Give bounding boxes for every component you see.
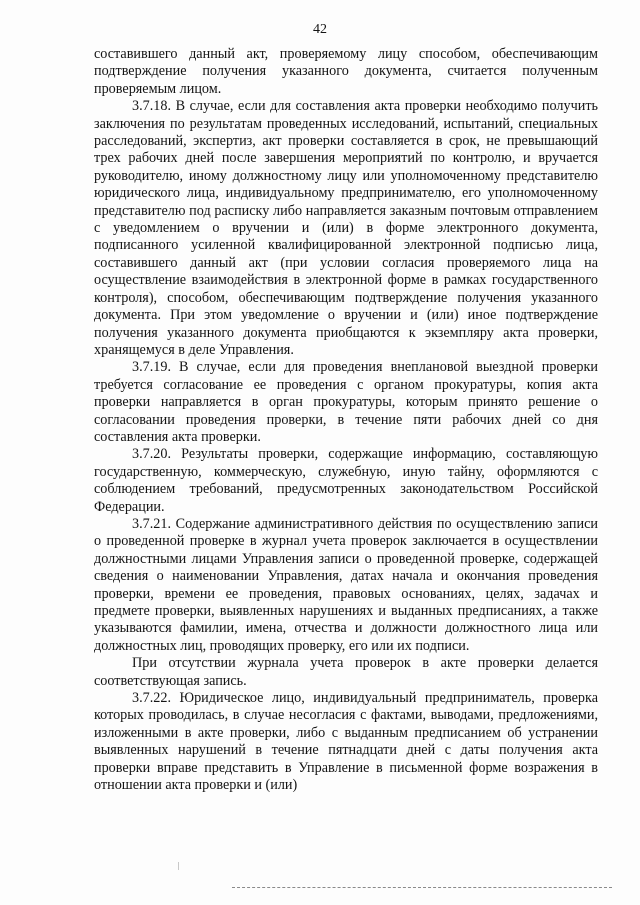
page-number: 42	[313, 22, 327, 37]
paragraph-no-journal: При отсутствии журнала учета проверок в акте проверки делается соответствующая запись.	[94, 655, 598, 689]
footer-dashed-rule	[232, 887, 612, 888]
paragraph-3-7-19: 3.7.19. В случае, если для проведения внеплановой выездной проверки требуется согласование ее проведения с органом прокуратуры, копия акта проверки направляется в орган прокуратуры, которым принято решение о согласовании проведения проверки, в течение пяти рабочих дней со дня составления акта проверки.	[94, 359, 598, 445]
paragraph-3-7-20: 3.7.20. Результаты проверки, содержащие информацию, составляющую государственную, коммерческую, служебную, иную тайну, оформляются с соблюдением требований, предусмотренных законодательством Российской Федерации.	[94, 446, 598, 515]
scan-mark	[178, 862, 179, 870]
page-body	[94, 46, 598, 794]
paragraph-3-7-21: 3.7.21. Содержание административного действия по осуществлению записи о проведенной проверке в журнал учета проверок заключается в осуществлении должностными лицами Управления записи о проведенной проверке, содержащей сведения о наименовании Управления, датах начала и окончания проведения проверки, времени ее проведения, правовых основаниях, целях, задачах и предмете проверки, выявленных нарушениях и выданных предписаниях, а также указываются фамилии, имена, отчества и должности должностного лица или должностных лиц, проводящих проверку, его или их подписи.	[94, 515, 598, 654]
paragraph-3-7-18: 3.7.18. В случае, если для составления акта проверки необходимо получить заключения по результатам проведенных исследований, испытаний, специальных расследований, экспертиз, акт проверки составляется в срок, не превышающий трех рабочих дней после завершения мероприятий по контролю, и вручается руководителю, иному должностному лицу или уполномоченному представителю юридического лица, индивидуальному предпринимателю, его уполномоченному представителю под расписку либо направляется заказным почтовым отправлением с уведомлением о вручении и (или) в форме электронного документа, подписанного усиленной квалифицированной электронной подписью лица, составившего данный акт (при условии согласия проверяемого лица на осуществление взаимодействия в электронной форме в рамках государственного контроля), способом, обеспечивающим подтверждение получения указанного документа. При этом уведомление о вручении и (или) иное подтверждение получения указанного документа приобщаются к экземпляру акта проверки, хранящемуся в деле Управления.	[94, 98, 598, 358]
paragraph-3-7-22: 3.7.22. Юридическое лицо, индивидуальный предприниматель, проверка которых проводилась, в случае несогласия с фактами, выводами, предложениями, изложенными в акте проверки, либо с выданным предписанием об устранении выявленных нарушений в течение пятнадцати дней с даты получения акта проверки вправе представить в Управление в письменной форме возражения в отношении акта проверки и (или)	[94, 690, 598, 794]
paragraph-continuation: составившего данный акт, проверяемому лицу способом, обеспечивающим подтверждение получения указанного документа, считается полученным проверяемым лицом.	[94, 46, 598, 97]
